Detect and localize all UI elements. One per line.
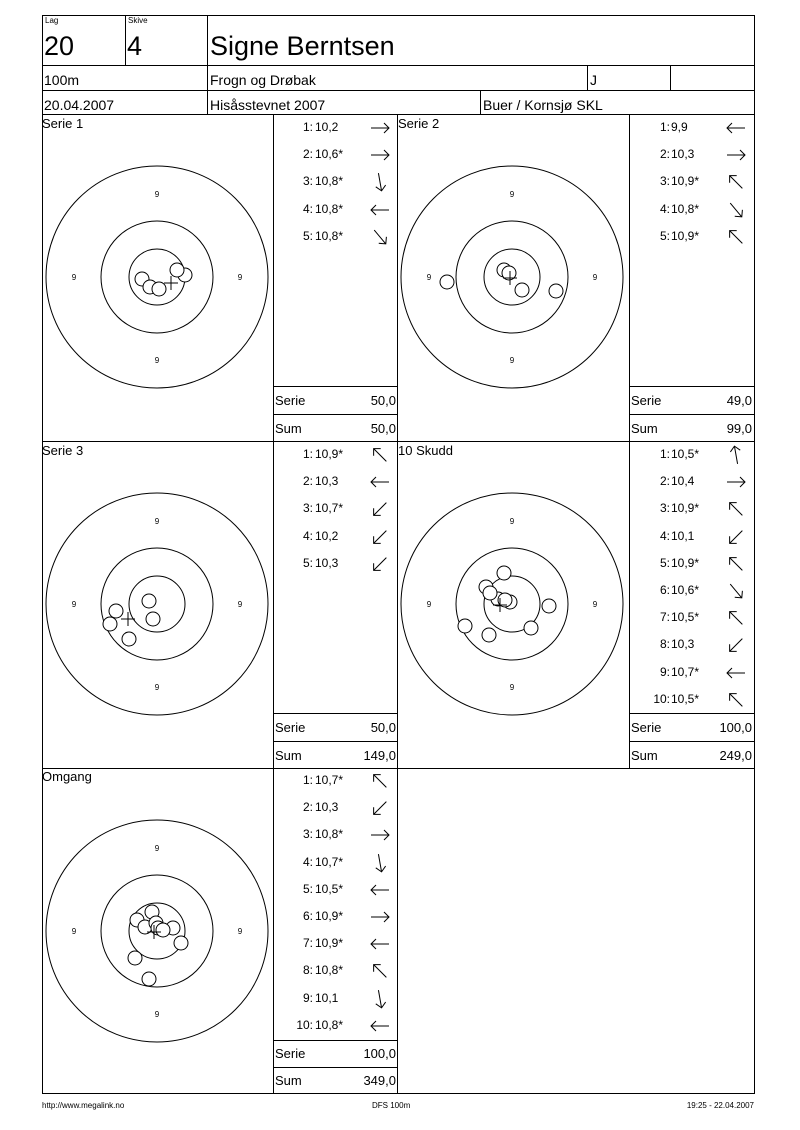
shot-number: 4: bbox=[302, 854, 313, 869]
shot-value: 10,9* bbox=[315, 447, 344, 461]
shot-hole bbox=[128, 951, 142, 965]
direction-arrow-icon bbox=[725, 118, 747, 138]
shot-hole bbox=[515, 283, 529, 297]
panel-title-omgang: Omgang bbox=[42, 769, 92, 784]
shot-row bbox=[273, 961, 397, 981]
shot-value: 10,5* bbox=[315, 881, 344, 896]
sum-label: Sum bbox=[631, 421, 658, 436]
shot-number: 4: bbox=[659, 528, 670, 543]
shot-row bbox=[629, 200, 754, 220]
ring-number: 9 bbox=[509, 190, 515, 199]
shot-row bbox=[273, 853, 397, 873]
shot-value: 10,9* bbox=[315, 936, 344, 951]
target-ring bbox=[101, 221, 213, 333]
serie-total: 100,0 bbox=[719, 720, 752, 735]
shot-value: 10,7* bbox=[315, 501, 344, 516]
shot-hole bbox=[524, 621, 538, 635]
shot-value: 10,5* bbox=[671, 610, 700, 625]
skive-label: Skive bbox=[128, 16, 148, 25]
direction-arrow-icon bbox=[369, 527, 391, 547]
shot-value: 10,9* bbox=[315, 909, 344, 923]
ring-number: 9 bbox=[426, 273, 432, 282]
shot-row bbox=[273, 445, 397, 465]
lag-value: 20 bbox=[44, 31, 75, 61]
shot-row bbox=[273, 771, 397, 791]
direction-arrow-icon bbox=[369, 825, 391, 845]
shot-row bbox=[273, 200, 397, 220]
panel-title-serie-3: Serie 3 bbox=[42, 443, 84, 458]
shot-number: 10: bbox=[653, 691, 670, 706]
sum-label: Sum bbox=[631, 748, 658, 763]
footer-timestamp: 19:25 - 22.04.2007 bbox=[686, 1101, 754, 1110]
direction-arrow-icon bbox=[369, 472, 391, 492]
sum-label: Sum bbox=[275, 1073, 302, 1088]
shot-row bbox=[273, 934, 397, 954]
shot-number: 3: bbox=[659, 501, 670, 516]
shooter-name: Signe Berntsen bbox=[210, 31, 395, 61]
shot-number: 5: bbox=[302, 881, 313, 896]
shot-number: 1: bbox=[302, 120, 313, 134]
direction-arrow-icon bbox=[369, 989, 391, 1009]
shot-row bbox=[273, 880, 397, 900]
direction-arrow-icon bbox=[369, 499, 391, 519]
ring-number: 9 bbox=[592, 600, 598, 609]
club: Frogn og Drøbak bbox=[210, 72, 316, 88]
event-location: Buer / Kornsjø SKL bbox=[483, 97, 603, 113]
direction-arrow-icon bbox=[725, 172, 747, 192]
shot-row bbox=[629, 554, 754, 574]
shot-value: 10,5* bbox=[671, 447, 700, 461]
direction-arrow-icon bbox=[369, 172, 391, 192]
direction-arrow-icon bbox=[725, 200, 747, 220]
serie-total: 49,0 bbox=[726, 393, 752, 408]
serie-label: Serie bbox=[631, 393, 662, 408]
shot-hole bbox=[142, 972, 156, 986]
shot-hole bbox=[156, 923, 170, 937]
serie-label: Serie bbox=[631, 720, 662, 735]
shot-row bbox=[629, 118, 754, 138]
sum-label: Sum bbox=[275, 748, 302, 763]
shot-hole bbox=[109, 604, 123, 618]
target-ring bbox=[46, 166, 268, 388]
shot-hole bbox=[542, 599, 556, 613]
shot-row bbox=[273, 798, 397, 818]
shot-number: 3: bbox=[659, 174, 670, 189]
sum-total: 149,0 bbox=[363, 748, 396, 763]
ring-number: 9 bbox=[592, 273, 598, 282]
footer-program: DFS 100m bbox=[372, 1101, 411, 1110]
shot-row bbox=[273, 989, 397, 1009]
shot-value: 10,3 bbox=[315, 474, 339, 489]
shot-value: 10,3 bbox=[315, 800, 339, 815]
shot-number: 6: bbox=[659, 583, 670, 597]
shot-row bbox=[273, 172, 397, 192]
serie-total: 100,0 bbox=[363, 1046, 396, 1061]
serie-label: Serie bbox=[275, 393, 306, 408]
serie-label: Serie bbox=[275, 1046, 306, 1061]
shot-value: 10,9* bbox=[671, 174, 700, 189]
skive-value: 4 bbox=[127, 31, 143, 61]
shot-hole bbox=[483, 586, 497, 600]
shot-hole bbox=[103, 617, 117, 631]
shot-value: 10,5* bbox=[671, 691, 700, 706]
shot-value: 10,3 bbox=[671, 147, 695, 162]
shot-value: 10,2 bbox=[315, 528, 339, 543]
sum-label: Sum bbox=[275, 421, 302, 436]
shot-row bbox=[273, 499, 397, 519]
shot-hole bbox=[170, 263, 184, 277]
ring-number: 9 bbox=[237, 927, 243, 936]
event-name: Hisåsstevnet 2007 bbox=[210, 97, 326, 113]
ring-number: 9 bbox=[237, 273, 243, 282]
shot-number: 9: bbox=[659, 664, 670, 679]
shot-hole bbox=[174, 936, 188, 950]
shot-hole bbox=[146, 612, 160, 626]
shot-hole bbox=[152, 282, 166, 296]
shot-number: 2: bbox=[302, 474, 313, 489]
direction-arrow-icon bbox=[725, 445, 747, 465]
ring-number: 9 bbox=[154, 1010, 160, 1019]
shot-value: 10,8* bbox=[315, 174, 344, 189]
shot-row bbox=[629, 581, 754, 601]
shot-value: 10,9* bbox=[671, 555, 700, 570]
shot-number: 10: bbox=[296, 1017, 313, 1032]
footer-url: http://www.megalink.no bbox=[42, 1101, 125, 1110]
target-serie-1 bbox=[42, 132, 273, 432]
ring-number: 9 bbox=[154, 517, 160, 526]
shot-value: 10,8* bbox=[315, 963, 344, 978]
direction-arrow-icon bbox=[369, 907, 391, 927]
shot-value: 10,4 bbox=[671, 474, 695, 489]
shot-number: 2: bbox=[302, 800, 313, 815]
shot-number: 6: bbox=[302, 909, 313, 923]
shot-row bbox=[273, 907, 397, 927]
ring-number: 9 bbox=[509, 517, 515, 526]
sum-total: 349,0 bbox=[363, 1073, 396, 1088]
panel-title-10-skudd: 10 Skudd bbox=[398, 443, 453, 458]
shot-row bbox=[629, 635, 754, 655]
serie-total: 50,0 bbox=[370, 720, 396, 735]
shooter-class: J bbox=[590, 72, 597, 88]
shot-value: 10,8* bbox=[315, 827, 344, 842]
shot-hole bbox=[142, 594, 156, 608]
target-serie-2 bbox=[397, 132, 629, 432]
shot-row bbox=[273, 527, 397, 547]
direction-arrow-icon bbox=[369, 934, 391, 954]
shot-value: 10,3 bbox=[315, 555, 339, 570]
shot-value: 10,3 bbox=[671, 637, 695, 652]
shot-value: 10,1 bbox=[315, 990, 339, 1005]
direction-arrow-icon bbox=[369, 880, 391, 900]
direction-arrow-icon bbox=[369, 771, 391, 791]
direction-arrow-icon bbox=[369, 961, 391, 981]
shot-number: 4: bbox=[302, 528, 313, 543]
shot-number: 5: bbox=[302, 555, 313, 570]
ring-number: 9 bbox=[71, 927, 77, 936]
shot-number: 3: bbox=[302, 827, 313, 842]
target-serie-3 bbox=[42, 459, 273, 759]
direction-arrow-icon bbox=[369, 445, 391, 465]
shot-value: 10,8* bbox=[315, 228, 344, 243]
shot-number: 1: bbox=[302, 447, 313, 461]
shot-value: 10,2 bbox=[315, 120, 339, 134]
direction-arrow-icon bbox=[369, 118, 391, 138]
shot-number: 5: bbox=[302, 228, 313, 243]
direction-arrow-icon bbox=[369, 227, 391, 247]
lag-label: Lag bbox=[45, 16, 59, 25]
direction-arrow-icon bbox=[725, 608, 747, 628]
direction-arrow-icon bbox=[725, 227, 747, 247]
center-cross bbox=[121, 612, 135, 626]
shot-row bbox=[629, 499, 754, 519]
shot-number: 8: bbox=[302, 963, 313, 978]
ring-number: 9 bbox=[426, 600, 432, 609]
ring-number: 9 bbox=[71, 273, 77, 282]
shot-row bbox=[273, 118, 397, 138]
panel-title-serie-2: Serie 2 bbox=[398, 116, 440, 131]
shot-hole bbox=[549, 284, 563, 298]
shot-hole bbox=[122, 632, 136, 646]
shot-number: 3: bbox=[302, 501, 313, 516]
target-10-skudd bbox=[397, 459, 629, 759]
shot-number: 1: bbox=[659, 447, 670, 461]
shot-row bbox=[629, 227, 754, 247]
ring-number: 9 bbox=[154, 844, 160, 853]
shot-value: 10,8* bbox=[315, 1017, 344, 1032]
panel-title-serie-1: Serie 1 bbox=[42, 116, 84, 131]
shot-value: 10,9* bbox=[671, 228, 700, 243]
shot-row bbox=[273, 825, 397, 845]
ring-number: 9 bbox=[154, 356, 160, 365]
distance: 100m bbox=[44, 72, 80, 88]
shot-row bbox=[273, 554, 397, 574]
direction-arrow-icon bbox=[369, 853, 391, 873]
shot-number: 7: bbox=[659, 610, 670, 625]
shot-number: 2: bbox=[659, 474, 670, 489]
shot-row bbox=[629, 527, 754, 547]
shot-row bbox=[273, 227, 397, 247]
shot-hole bbox=[440, 275, 454, 289]
shot-number: 2: bbox=[659, 147, 670, 162]
direction-arrow-icon bbox=[369, 798, 391, 818]
shot-number: 5: bbox=[659, 228, 670, 243]
shot-row bbox=[629, 145, 754, 165]
shot-row bbox=[273, 1016, 397, 1036]
shot-row bbox=[629, 172, 754, 192]
direction-arrow-icon bbox=[725, 690, 747, 710]
shot-value: 10,8* bbox=[671, 201, 700, 216]
shot-row bbox=[629, 663, 754, 683]
shot-value: 10,6* bbox=[671, 583, 700, 597]
shot-value: 9,9 bbox=[671, 120, 688, 134]
shot-number: 8: bbox=[659, 637, 670, 652]
shot-number: 4: bbox=[302, 201, 313, 216]
ring-number: 9 bbox=[509, 683, 515, 692]
shot-value: 10,6* bbox=[315, 147, 344, 162]
serie-label: Serie bbox=[275, 720, 306, 735]
shot-row bbox=[629, 608, 754, 628]
shot-value: 10,7* bbox=[315, 854, 344, 869]
direction-arrow-icon bbox=[725, 663, 747, 683]
shot-hole bbox=[482, 628, 496, 642]
shot-row bbox=[273, 145, 397, 165]
shot-row bbox=[629, 445, 754, 465]
shot-value: 10,1 bbox=[671, 528, 695, 543]
shot-value: 10,9* bbox=[671, 501, 700, 516]
target-omgang bbox=[42, 786, 273, 1086]
shot-number: 5: bbox=[659, 555, 670, 570]
direction-arrow-icon bbox=[725, 554, 747, 574]
direction-arrow-icon bbox=[725, 635, 747, 655]
shot-hole bbox=[497, 566, 511, 580]
sum-total: 249,0 bbox=[719, 748, 752, 763]
direction-arrow-icon bbox=[369, 554, 391, 574]
shot-number: 9: bbox=[302, 990, 313, 1005]
shot-number: 2: bbox=[302, 147, 313, 162]
shot-value: 10,7* bbox=[671, 664, 700, 679]
shot-number: 7: bbox=[302, 936, 313, 951]
direction-arrow-icon bbox=[725, 145, 747, 165]
ring-number: 9 bbox=[154, 683, 160, 692]
direction-arrow-icon bbox=[369, 1016, 391, 1036]
shot-number: 3: bbox=[302, 174, 313, 189]
shot-number: 1: bbox=[302, 773, 313, 787]
sum-total: 50,0 bbox=[370, 421, 396, 436]
ring-number: 9 bbox=[71, 600, 77, 609]
sum-total: 99,0 bbox=[726, 421, 752, 436]
target-ring bbox=[46, 493, 268, 715]
direction-arrow-icon bbox=[369, 200, 391, 220]
direction-arrow-icon bbox=[725, 527, 747, 547]
ring-number: 9 bbox=[509, 356, 515, 365]
shot-row bbox=[629, 472, 754, 492]
shot-number: 4: bbox=[659, 201, 670, 216]
shot-number: 1: bbox=[659, 120, 670, 134]
direction-arrow-icon bbox=[369, 145, 391, 165]
ring-number: 9 bbox=[237, 600, 243, 609]
serie-total: 50,0 bbox=[370, 393, 396, 408]
shot-value: 10,7* bbox=[315, 773, 344, 787]
direction-arrow-icon bbox=[725, 499, 747, 519]
shot-row bbox=[273, 472, 397, 492]
direction-arrow-icon bbox=[725, 581, 747, 601]
ring-number: 9 bbox=[154, 190, 160, 199]
shot-hole bbox=[458, 619, 472, 633]
shot-row bbox=[629, 690, 754, 710]
shot-value: 10,8* bbox=[315, 201, 344, 216]
direction-arrow-icon bbox=[725, 472, 747, 492]
event-date: 20.04.2007 bbox=[44, 97, 115, 113]
